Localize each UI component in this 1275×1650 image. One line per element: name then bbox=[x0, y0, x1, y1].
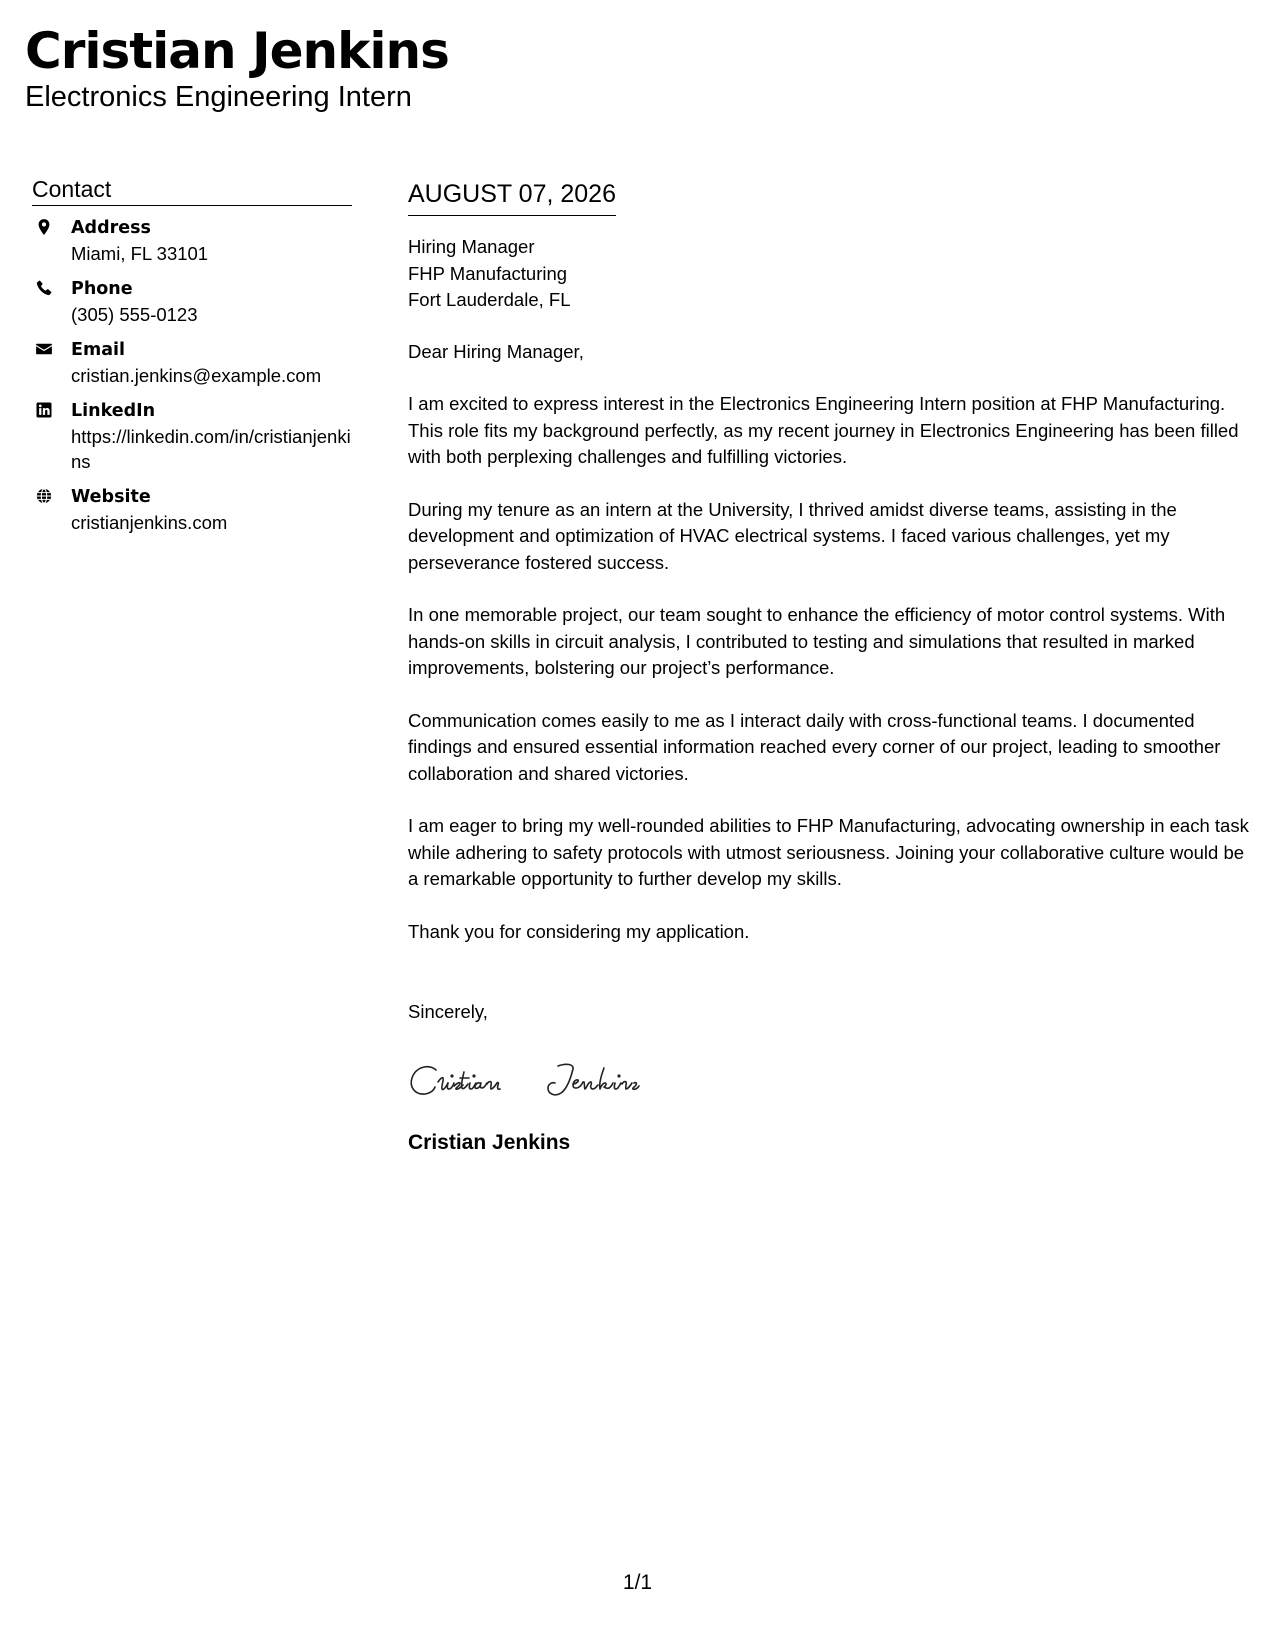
contact-item-website bbox=[32, 485, 352, 535]
applicant-name: Cristian Jenkins bbox=[25, 22, 449, 80]
contact-item-linkedin bbox=[32, 399, 352, 474]
envelope-icon bbox=[35, 340, 53, 358]
signer-name: Cristian Jenkins bbox=[408, 1130, 571, 1154]
globe-icon bbox=[35, 487, 53, 505]
contact-label: LinkedIn bbox=[71, 401, 156, 421]
recipient-line: Fort Lauderdale, FL bbox=[408, 289, 571, 310]
closing: Sincerely, bbox=[408, 1001, 488, 1022]
email-value[interactable]: cristian.jenkins@example.com bbox=[71, 365, 322, 386]
map-pin-icon bbox=[35, 218, 53, 236]
website-value[interactable]: cristianjenkins.com bbox=[71, 512, 228, 533]
header bbox=[25, 22, 449, 114]
contact-item-address bbox=[32, 216, 352, 266]
linkedin-value[interactable]: https://linkedin.com/in/cristianjenkins bbox=[71, 426, 351, 472]
contact-item-email bbox=[32, 338, 352, 388]
contact-heading: Contact bbox=[32, 175, 352, 206]
contact-label: Email bbox=[71, 340, 125, 360]
contact-item-phone bbox=[32, 277, 352, 327]
contact-label: Website bbox=[71, 487, 151, 507]
letter-body bbox=[408, 178, 1253, 1156]
phone-value: (305) 555-0123 bbox=[71, 304, 198, 325]
address-value: Miami, FL 33101 bbox=[71, 243, 209, 264]
phone-icon bbox=[35, 279, 53, 297]
job-title: Electronics Engineering Intern bbox=[25, 81, 412, 113]
contact-label: Address bbox=[71, 218, 151, 238]
contact-sidebar bbox=[32, 175, 352, 546]
contact-label: Phone bbox=[71, 279, 133, 299]
handwritten-signature bbox=[408, 1056, 1253, 1108]
salutation: Dear Hiring Manager, bbox=[408, 340, 584, 362]
paragraph: I am eager to bring my well-rounded abilities to FHP Manufacturing, advocating ownership in each task while adhering to safety protocols with utmost seriousness. Joining your collaborative culture would be a remarkable opportunity to further develop my skills. bbox=[408, 815, 1249, 889]
recipient-block bbox=[408, 234, 1253, 314]
page-number: 1/1 bbox=[622, 1571, 653, 1594]
recipient-line: FHP Manufacturing bbox=[408, 262, 568, 284]
linkedin-icon bbox=[35, 401, 53, 419]
letter-date: AUGUST 07, 2026 bbox=[408, 178, 616, 216]
paragraph: I am excited to express interest in the Electronics Engineering Intern position at FHP Manufacturing. This role fits my background perfectly, as my recent journey in Electronics Engineering has been filled with both perplexing challenges and fulfilling victories. bbox=[408, 393, 1239, 467]
paragraph: Thank you for considering my application. bbox=[408, 920, 750, 942]
paragraph: In one memorable project, our team sought to enhance the efficiency of motor control systems. With hands-on skills in circuit analysis, I contributed to testing and simulations that resulted in marked improvements, bolstering our project’s performance. bbox=[408, 604, 1226, 678]
paragraph: During my tenure as an intern at the University, I thrived amidst diverse teams, assisting in the development and optimization of HVAC electrical systems. I faced various challenges, yet my perseverance fostered success. bbox=[408, 498, 1177, 573]
paragraph: Communication comes easily to me as I interact daily with cross-functional teams. I documented findings and ensured essential information reached every corner of our project, leading to smoother collaboration and shared victories. bbox=[408, 709, 1221, 784]
recipient-line: Hiring Manager bbox=[408, 236, 535, 257]
